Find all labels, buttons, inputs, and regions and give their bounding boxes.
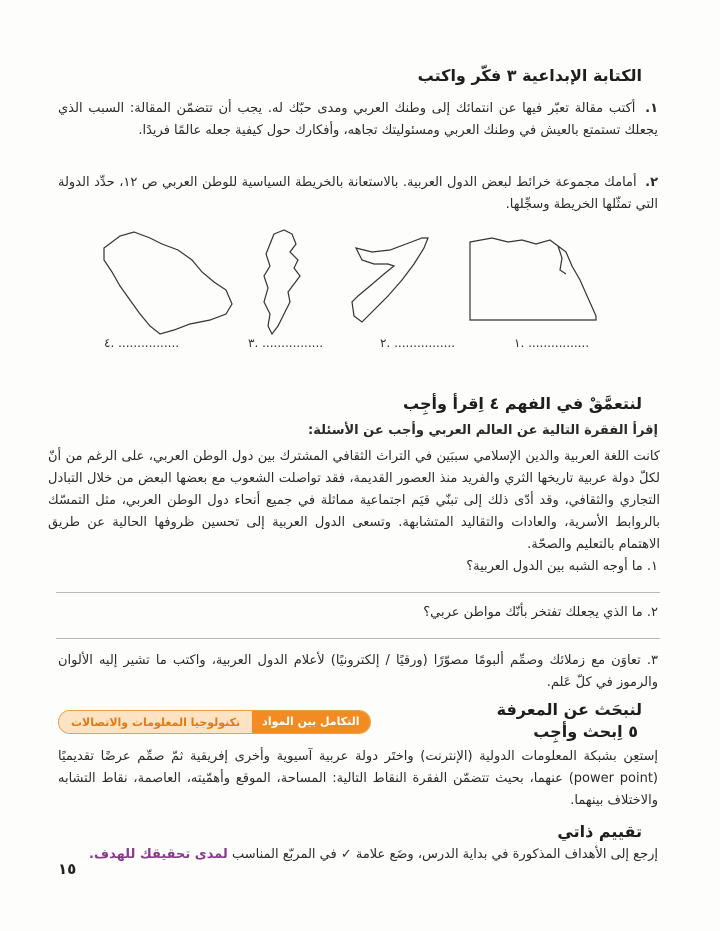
map-somalia-outline [344, 226, 434, 326]
reading-passage: كانت اللغة العربية والدين الإسلامي سببَين في التراث الثقافي المشترك بين دول الوطن العربي، على الرغم من أنّ لكلّ دولة عربية تاريخها الثري والفريد منذ العصور القديمة، فقد تواصلت الشعوب مع بعضها البعض من خلال التبادل التجاري والثقافي، وقد أدّى ذلك إلى تبنّي قيَم اجتماعية مماثلة في جميع أنحاء دول الوطن العربي، مثل التمسّك بالروابط الأسرية، والعادات والتقاليد المتشابهة. وتسعى الدول العربية إلى تحسين ظروفها الحالية عن طريق الاهتمام بالتعليم والصحّة. [48, 449, 660, 552]
badge-ict-label: تكنولوجيا المعلومات والاتصالات [59, 711, 252, 733]
badge-integration-label: التكامل بين المواد [252, 711, 369, 733]
item-1-text: أكتب مقالة تعبّر فيها عن انتمائك إلى وطنك العربي ومدى حبّك له. يجب أن تتضمّن المقالة: السبب الذي يجعلك تستمتع بالعيش في وطنك العربي ومسئوليتك تجاهه، وأفكارك حول كيفية جعله عالمًا فريدًا. [58, 101, 658, 138]
map-3-answer-blank[interactable]: ................ .٣ [248, 336, 324, 350]
item-1 [58, 98, 658, 142]
creative-writing-heading: الكتابة الإبداعية ٣ فكّر واكتب [417, 66, 642, 85]
subject-integration-badge [58, 710, 371, 734]
deep-understanding-heading: لنتعمَّقْ في الفهم ٤ اِقرأ وأجِب [403, 394, 642, 413]
reading-intro: إقرأ الفقرة التالية عن العالم العربي وأجب عن الأسئلة: [308, 423, 658, 438]
page-number: ١٥ [58, 860, 77, 878]
research-heading-line-2: ٥ اِبحث وأجِب [533, 722, 638, 741]
answer-line-1[interactable] [56, 592, 660, 593]
map-2-answer-blank[interactable]: ................ .٢ [380, 336, 456, 350]
self-assessment-main-text: إرجع إلى الأهداف المذكورة في بداية الدرس، وضَع علامة ✓ في المربّع المناسب [231, 847, 658, 862]
map-4-answer-blank[interactable]: ................ .٤ [104, 336, 180, 350]
item-1-number: ١. [645, 101, 658, 116]
question-1: ١. ما أوجه الشبه بين الدول العربية؟ [466, 559, 658, 574]
map-tunisia-outline [254, 226, 314, 336]
item-2-number: ٢. [645, 175, 659, 190]
self-assessment-highlight-text: لمدى تحقيقك للهدف. [89, 847, 228, 862]
map-egypt-outline [462, 226, 602, 326]
research-heading-line-1: لنبحَث عن المعرفة [496, 700, 642, 719]
question-2: ٢. ما الذي يجعلك تفتخر بأنّك مواطن عربي؟ [423, 605, 658, 620]
maps-row [82, 226, 642, 356]
self-assessment-heading: تقييم ذاتي [557, 822, 642, 841]
map-1-answer-blank[interactable]: ................ .١ [514, 336, 590, 350]
answer-line-2[interactable] [56, 638, 660, 639]
item-2 [58, 172, 658, 216]
research-text: إستعِن بشبكة المعلومات الدولية (الإنترنت) واختَر دولة عربية آسيوية وأخرى إفريقية ثمّ صمِّم عرضًا تقديميًا (power point) عنهما، بحيث تتضمّن الفقرة النقاط التالية: المساحة، الموقع وأهمّيته، العاصمة، نقاط التشابه والاختلاف بينهما. [58, 749, 658, 808]
item-2-text: أمامك مجموعة خرائط لبعض الدول العربية. بالاستعانة بالخريطة السياسية للوطن العربي ص ١٢، حدِّد الدولة التي تمثّلها الخريطة وسجِّلها. [58, 175, 658, 212]
question-3: ٣. تعاوَن مع زملائك وصمِّم ألبومًا مصوّرًا (ورقيًا / إلكترونيًا) لأعلام الدول العربية، واكتب ما تشير إليه الألوان والرموز في كلّ عَلم. [58, 653, 658, 690]
self-assessment-text [58, 844, 658, 866]
map-saudi-arabia-outline [90, 226, 240, 336]
